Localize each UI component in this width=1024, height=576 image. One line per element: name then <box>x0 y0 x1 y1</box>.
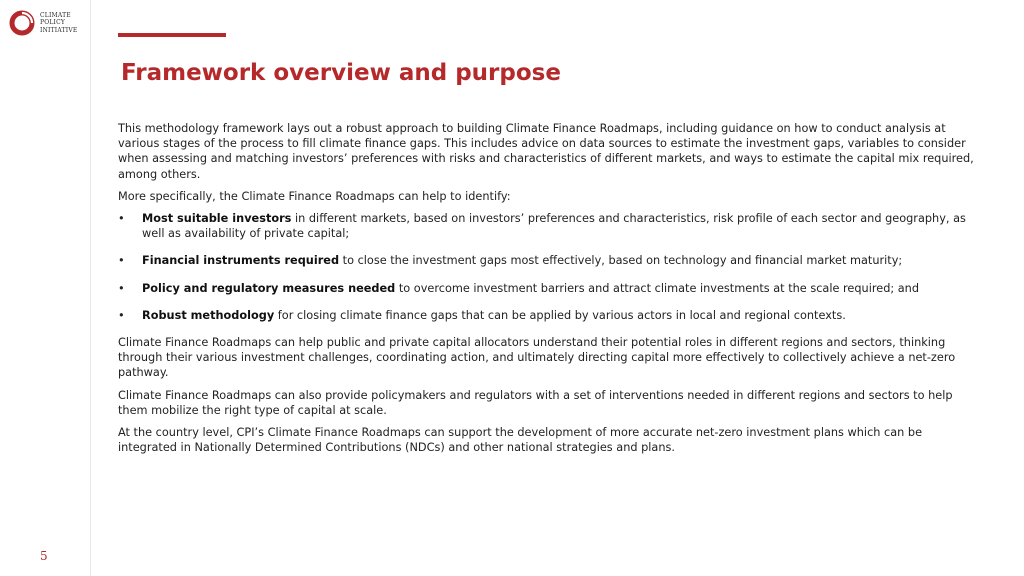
logo-line-3: INITIATIVE <box>40 26 78 34</box>
logo-line-2: POLICY <box>40 19 66 27</box>
list-item-text: in different markets, based on investors’ preferences and characteristics, risk profile of each sector and geography, as well as availability of private capital; <box>142 212 966 241</box>
roles-paragraph: Climate Finance Roadmaps can help public and private capital allocators understand their potential roles in different regions and sectors, thinking through their various investment challenges, coordinating action, and ultimately directing capital more effectively to collectively achieve a net-zero pathway. <box>118 336 956 380</box>
list-item-text: for closing climate finance gaps that can be applied by various actors in local and regional contexts. <box>274 308 846 322</box>
logo-line-1: CLIMATE <box>40 11 71 19</box>
list-item-title: Financial instruments required <box>142 254 340 268</box>
identify-list <box>118 211 980 323</box>
list-item-text: to overcome investment barriers and attract climate investments at the scale required; and <box>395 281 920 295</box>
list-item-title: Robust methodology <box>142 308 275 322</box>
country-level-paragraph: At the country level, CPI’s Climate Finance Roadmaps can support the development of more accurate net-zero investment plans which can be integrated in Nationally Determined Contributions (NDCs) and other national strategies and plans. <box>118 426 923 455</box>
bullet-icon: • <box>118 308 125 322</box>
cpi-logo-icon <box>9 10 35 36</box>
cpi-logo <box>9 10 77 36</box>
slide-body <box>118 121 980 462</box>
list-item-title: Policy and regulatory measures needed <box>142 281 396 295</box>
sidebar-divider <box>90 0 91 576</box>
list-item <box>118 211 980 241</box>
page-number: 5 <box>40 549 48 563</box>
list-item <box>118 253 980 268</box>
list-item-text: to close the investment gaps most effectively, based on technology and financial market maturity; <box>339 254 903 268</box>
policymakers-paragraph: Climate Finance Roadmaps can also provide policymakers and regulators with a set of interventions needed in different regions and sectors to help them mobilize the right type of capital at scale. <box>118 388 953 417</box>
list-item <box>118 281 980 296</box>
list-item <box>118 308 980 323</box>
lead-paragraph: More specifically, the Climate Finance Roadmaps can help to identify: <box>118 189 511 203</box>
bullet-icon: • <box>118 281 125 295</box>
title-accent-bar <box>118 33 226 37</box>
slide-title: Framework overview and purpose <box>121 60 561 86</box>
bullet-icon: • <box>118 254 125 268</box>
list-item-title: Most suitable investors <box>142 212 292 226</box>
bullet-icon: • <box>118 212 125 226</box>
logo-wordmark <box>40 12 77 35</box>
intro-paragraph: This methodology framework lays out a robust approach to building Climate Finance Roadmaps, including guidance on how to conduct analysis at various stages of the process to fill climate finance gaps. This includes advice on data sources to estimate the investment gaps, variables to consider when assessing and matching investors’ preferences with risks and characteristics of different markets, and ways to estimate the capital mix required, among others. <box>118 122 974 181</box>
